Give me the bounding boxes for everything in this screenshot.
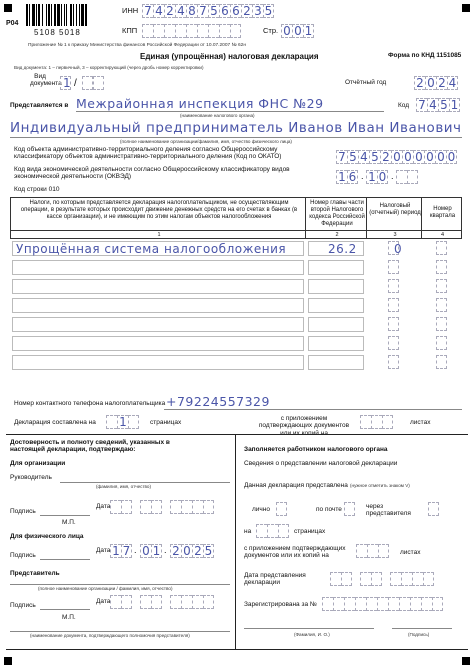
- period-box[interactable]: [388, 355, 399, 369]
- sheets-word: листах: [410, 419, 431, 426]
- digit-box[interactable]: [341, 572, 352, 586]
- tax-name-field[interactable]: [12, 260, 304, 275]
- period-box[interactable]: [388, 279, 399, 293]
- corner-marker: [4, 4, 12, 12]
- digit-box[interactable]: 0: [424, 150, 435, 164]
- digit-box[interactable]: [367, 544, 378, 558]
- right-attach-label: с приложением подтверждающих документов или их копий на: [244, 545, 346, 560]
- date-part[interactable]: [360, 572, 382, 586]
- code-boxes[interactable]: [416, 98, 460, 112]
- digit-box[interactable]: 1: [117, 415, 128, 429]
- reg-label: Зарегистрирована за №: [244, 601, 317, 608]
- quarter-box[interactable]: [436, 317, 447, 331]
- barcode-bar: [66, 4, 67, 26]
- date-part[interactable]: [170, 595, 214, 609]
- digit-box[interactable]: 2: [241, 4, 252, 18]
- digit-box[interactable]: [140, 595, 151, 609]
- digit-box[interactable]: [192, 500, 203, 514]
- period-box[interactable]: [388, 260, 399, 274]
- digit-box[interactable]: [151, 500, 162, 514]
- digit-box[interactable]: 0: [181, 544, 192, 558]
- sign-label: Подпись: [10, 602, 36, 609]
- date-label: Дата: [96, 503, 111, 510]
- digit-box[interactable]: [330, 572, 341, 586]
- rep-checkbox[interactable]: [428, 502, 439, 516]
- digit-box[interactable]: 1: [336, 170, 347, 184]
- quarter-box[interactable]: [436, 241, 447, 255]
- digit-box[interactable]: [175, 24, 186, 38]
- digit-box[interactable]: 0: [413, 150, 424, 164]
- digit-box[interactable]: [151, 595, 162, 609]
- digit-box[interactable]: [192, 595, 203, 609]
- digit-box[interactable]: [360, 415, 371, 429]
- barcode: [26, 4, 106, 26]
- kpp-boxes[interactable]: [142, 24, 241, 38]
- pages-word: страницах: [150, 419, 182, 426]
- mp-label: М.П.: [62, 614, 76, 621]
- digit-box[interactable]: 0: [140, 544, 151, 558]
- doc-type-note: Вид документа: 1 – первичный, 3 – корректирующий (через дробь номер корректировки): [14, 65, 204, 70]
- fio-caption: (фамилия, имя, отчество): [96, 484, 152, 489]
- form-code: P04: [6, 20, 19, 27]
- doc-type-sep: /: [74, 78, 77, 89]
- okved-part1[interactable]: [336, 170, 358, 184]
- digit-box[interactable]: 2: [436, 76, 447, 90]
- barcode-bar: [32, 4, 35, 26]
- quarter-box[interactable]: [436, 336, 447, 350]
- digit-box[interactable]: [421, 597, 432, 611]
- code-label: Код: [398, 102, 410, 109]
- chapter-field[interactable]: [308, 355, 364, 370]
- okved-part2[interactable]: [366, 170, 388, 184]
- digit-box[interactable]: [170, 500, 181, 514]
- year-boxes[interactable]: [414, 76, 458, 90]
- table-header-chapter: Номер главы части второй Налогового кодекса Российской Федерации: [305, 197, 367, 231]
- barcode-bar: [57, 4, 60, 26]
- mark-note: (нужное отметить знаком V): [350, 483, 410, 488]
- date-part[interactable]: [330, 572, 352, 586]
- digit-box[interactable]: [401, 572, 412, 586]
- digit-box[interactable]: [121, 595, 132, 609]
- table-header-quarter: Номер квартала: [421, 197, 462, 231]
- sign-label: Подпись: [10, 552, 36, 559]
- digit-box[interactable]: [344, 597, 355, 611]
- period-box[interactable]: [388, 336, 399, 350]
- tax-row-period[interactable]: 0: [394, 242, 403, 256]
- digit-box[interactable]: 2: [192, 544, 203, 558]
- right-sheets-word: листах: [400, 549, 421, 556]
- barcode-bar: [54, 4, 56, 26]
- digit-box[interactable]: [333, 597, 344, 611]
- digit-box[interactable]: [219, 24, 230, 38]
- appendix-note: Приложение № 1 к приказу Министерства финансов Российской Федерации от 10.07.2007 № 62н: [28, 43, 246, 48]
- barcode-bar: [29, 4, 30, 26]
- digit-box[interactable]: 2: [170, 544, 181, 558]
- col-number: 2: [335, 232, 339, 238]
- date-part[interactable]: [140, 500, 162, 514]
- head-label: Руководитель: [10, 474, 52, 481]
- barcode-bar: [64, 4, 65, 26]
- presented-label: Данная декларация представлена: [244, 482, 348, 489]
- page-boxes[interactable]: [281, 24, 314, 38]
- year-label: Отчётный год: [345, 79, 387, 86]
- line-code-label: Код строки 010: [14, 186, 60, 193]
- digit-box[interactable]: [153, 24, 164, 38]
- right-pages-boxes[interactable]: [256, 524, 289, 538]
- barcode-bar: [38, 4, 40, 26]
- barcode-bar: [51, 4, 52, 26]
- digit-box[interactable]: [432, 597, 443, 611]
- digit-box[interactable]: [170, 595, 181, 609]
- digit-box[interactable]: [388, 597, 399, 611]
- digit-box[interactable]: [203, 500, 214, 514]
- table-header-tax: Налоги, по которым представляется декларация налогоплательщиком, не осуществляющим операции, в результате которых происходит движение денежных средств на его счетах в банках (в кассе организации), и не имеющим по этим налогам объектов налогообложения: [10, 197, 306, 231]
- digit-box[interactable]: 0: [447, 150, 456, 164]
- rep-label: Представитель: [10, 570, 60, 577]
- person-date-year[interactable]: [170, 544, 214, 558]
- digit-box[interactable]: 5: [208, 4, 219, 18]
- digit-box[interactable]: [142, 24, 153, 38]
- digit-box[interactable]: [164, 24, 175, 38]
- tax-name-field[interactable]: [12, 298, 304, 313]
- opt-mail: по почте: [316, 506, 342, 513]
- mail-checkbox[interactable]: [344, 502, 355, 516]
- digit-box[interactable]: 7: [336, 150, 347, 164]
- quarter-box[interactable]: [436, 279, 447, 293]
- digit-box[interactable]: 1: [450, 98, 459, 112]
- digit-box[interactable]: [197, 24, 208, 38]
- barcode-bar: [42, 4, 43, 26]
- digit-box[interactable]: 7: [197, 4, 208, 18]
- rep-caption: (полное наименование организации / фамилия, имя, отчество): [38, 586, 173, 591]
- digit-box[interactable]: [278, 524, 289, 538]
- digit-box[interactable]: [360, 572, 371, 586]
- digit-box[interactable]: 4: [175, 4, 186, 18]
- doc-type-label: Вид документа: [30, 73, 62, 88]
- tax-name-field[interactable]: [12, 355, 304, 370]
- digit-box[interactable]: [371, 572, 382, 586]
- digit-box[interactable]: [181, 500, 192, 514]
- digit-box[interactable]: 2: [414, 76, 425, 90]
- digit-box[interactable]: [322, 597, 333, 611]
- digit-box[interactable]: 1: [366, 170, 377, 184]
- digit-box[interactable]: 5: [347, 150, 358, 164]
- table-header-period: Налоговый (отчетный) период: [366, 197, 422, 231]
- digit-box[interactable]: [208, 24, 219, 38]
- corner-marker: [4, 657, 12, 665]
- digit-box[interactable]: 0: [391, 150, 402, 164]
- digit-box[interactable]: 0: [292, 24, 303, 38]
- digit-box[interactable]: [356, 544, 367, 558]
- digit-box[interactable]: 6: [348, 170, 357, 184]
- digit-box[interactable]: 4: [427, 98, 438, 112]
- sheets-boxes[interactable]: [360, 415, 393, 429]
- barcode-bar: [36, 4, 37, 26]
- digit-box[interactable]: [382, 415, 393, 429]
- chapter-field[interactable]: [308, 317, 364, 332]
- pages-boxes[interactable]: [106, 415, 139, 429]
- digit-box[interactable]: 6: [219, 4, 230, 18]
- tax-name-field[interactable]: [12, 317, 304, 332]
- date-part[interactable]: [140, 595, 162, 609]
- confirm-title: Достоверность и полноту сведений, указанных в настоящей декларации, подтверждаю:: [10, 439, 170, 454]
- chapter-field[interactable]: [308, 260, 364, 275]
- digit-box[interactable]: [410, 597, 421, 611]
- digit-box[interactable]: 4: [153, 4, 164, 18]
- kpp-label: КПП: [122, 26, 138, 35]
- opt-personal: лично: [252, 506, 271, 513]
- corner-marker: [462, 657, 470, 665]
- date-label: Дата: [96, 547, 111, 554]
- digit-box[interactable]: [371, 415, 382, 429]
- pages-label: Декларация составлена на: [14, 419, 96, 426]
- digit-box[interactable]: [140, 500, 151, 514]
- barcode-number: 5108 5018: [34, 28, 81, 37]
- attach-label: с приложением подтверждающих документов или их копий на: [258, 415, 350, 437]
- digit-box[interactable]: 0: [281, 24, 292, 38]
- correction-box[interactable]: [93, 76, 104, 90]
- form-title: Единая (упрощённая) налоговая декларация: [140, 52, 319, 61]
- digit-box[interactable]: [355, 597, 366, 611]
- digit-box[interactable]: 2: [164, 4, 175, 18]
- barcode-bar: [46, 4, 47, 26]
- barcode-bar: [81, 4, 84, 26]
- digit-box[interactable]: 5: [369, 150, 380, 164]
- chapter-field[interactable]: [308, 279, 364, 294]
- okved-part3[interactable]: [396, 170, 418, 184]
- okato-boxes[interactable]: [336, 150, 457, 164]
- digit-box[interactable]: [186, 24, 197, 38]
- digit-box[interactable]: [390, 572, 401, 586]
- info-label: Сведения о представлении налоговой декларации: [244, 460, 398, 467]
- tax-office-value[interactable]: Межрайонная инспекция ФНС №29: [76, 96, 324, 111]
- digit-box[interactable]: 0: [425, 76, 436, 90]
- personal-checkbox[interactable]: [276, 502, 287, 516]
- tax-row-name[interactable]: Упрощённая система налогообложения: [16, 242, 287, 256]
- corner-marker: [462, 4, 470, 12]
- digit-box[interactable]: [366, 597, 377, 611]
- mp-label: М.П.: [62, 519, 76, 526]
- period-box[interactable]: [388, 317, 399, 331]
- quarter-box[interactable]: [436, 260, 447, 274]
- doc-type-box[interactable]: 1: [60, 76, 71, 90]
- digit-box[interactable]: 3: [252, 4, 263, 18]
- barcode-bar: [73, 4, 74, 26]
- right-title: Заполняется работником налогового органа: [244, 446, 388, 453]
- okato-label: Код объекта административно-территориального деления согласно Общероссийскому классификатору объектов административно-территориального деления (Код по ОКАТО): [14, 146, 282, 161]
- col-number: 1: [157, 232, 161, 238]
- digit-box[interactable]: [267, 524, 278, 538]
- digit-box[interactable]: 5: [264, 4, 273, 18]
- barcode-bar: [70, 4, 72, 26]
- barcode-bar: [61, 4, 62, 26]
- col-number: 3: [393, 232, 397, 238]
- digit-box[interactable]: [378, 544, 389, 558]
- form-knd: Форма по КНД 1151085: [388, 52, 462, 59]
- date-part[interactable]: [110, 595, 132, 609]
- digit-box[interactable]: [128, 415, 139, 429]
- digit-box[interactable]: [412, 572, 423, 586]
- correction-box[interactable]: [82, 76, 93, 90]
- digit-box[interactable]: 5: [204, 544, 213, 558]
- date-pres-label: Дата представления декларации: [244, 572, 306, 587]
- digit-box[interactable]: [203, 595, 214, 609]
- taxpayer-name[interactable]: Индивидуальный предприниматель Иванов Иван Иванович: [10, 120, 462, 136]
- col-number: 4: [440, 232, 445, 238]
- digit-box[interactable]: 0: [402, 150, 413, 164]
- date-part[interactable]: [110, 500, 132, 514]
- digit-box[interactable]: 1: [110, 544, 121, 558]
- taxpayer-caption: (полное наименование организации/фамилия, имя, отчество физического лица): [120, 139, 292, 144]
- on-label: на: [244, 528, 252, 535]
- phone-label: Номер контактного телефона налогоплательщика: [14, 400, 166, 407]
- digit-box[interactable]: [230, 24, 241, 38]
- tax-office-caption: (наименование налогового органа): [180, 113, 255, 118]
- date-part[interactable]: [390, 572, 434, 586]
- right-fio-caption: (Фамилия, И. О.): [294, 632, 330, 637]
- person-title: Для физического лица: [10, 533, 84, 540]
- barcode-bar: [79, 4, 80, 26]
- inn-label: ИНН: [122, 6, 139, 15]
- digit-box[interactable]: [423, 572, 434, 586]
- digit-box[interactable]: 4: [448, 76, 457, 90]
- digit-box[interactable]: 7: [416, 98, 427, 112]
- inn-boxes[interactable]: [142, 4, 274, 18]
- period-box[interactable]: [388, 298, 399, 312]
- tax-name-field[interactable]: [12, 279, 304, 294]
- digit-box[interactable]: [399, 597, 410, 611]
- org-title: Для организации: [10, 460, 66, 467]
- digit-box[interactable]: [106, 415, 117, 429]
- barcode-bar: [85, 4, 87, 26]
- okved-label: Код вида экономической деятельности согласно Общероссийскому классификатору видов экономической деятельности (ОКВЭД): [14, 166, 290, 181]
- opt-rep: через представителя: [366, 503, 411, 518]
- digit-box[interactable]: [110, 595, 121, 609]
- page-label: Стр.: [263, 26, 279, 35]
- right-sheets-boxes[interactable]: [356, 544, 389, 558]
- date-label: Дата: [96, 598, 111, 605]
- digit-box[interactable]: [181, 595, 192, 609]
- tax-name-field[interactable]: [12, 336, 304, 351]
- person-date-day[interactable]: [110, 544, 132, 558]
- sign-label: Подпись: [10, 508, 36, 515]
- phone-value[interactable]: +79224557329: [166, 394, 270, 409]
- barcode-bar: [76, 4, 77, 26]
- digit-box[interactable]: 2: [380, 150, 391, 164]
- right-sign-caption: (Подпись): [408, 632, 430, 637]
- chapter-field[interactable]: [308, 336, 364, 351]
- digit-box[interactable]: [256, 524, 267, 538]
- digit-box[interactable]: 7: [142, 4, 153, 18]
- digit-box[interactable]: 1: [304, 24, 313, 38]
- right-pages-word: страницах: [294, 528, 326, 535]
- quarter-box[interactable]: [436, 298, 447, 312]
- person-date-month[interactable]: [140, 544, 162, 558]
- submitted-label: Представляется в: [10, 102, 69, 109]
- barcode-bar: [48, 4, 50, 26]
- reg-number-boxes[interactable]: [322, 597, 443, 611]
- digit-box[interactable]: 0: [435, 150, 446, 164]
- doc-caption: (наименование документа, подтверждающего полномочия представителя): [30, 633, 190, 638]
- digit-box[interactable]: [407, 170, 418, 184]
- digit-box[interactable]: 1: [152, 544, 161, 558]
- quarter-box[interactable]: [436, 355, 447, 369]
- digit-box[interactable]: [110, 500, 121, 514]
- date-part[interactable]: [170, 500, 214, 514]
- digit-box[interactable]: 4: [358, 150, 369, 164]
- digit-box[interactable]: 7: [122, 544, 131, 558]
- digit-box[interactable]: 6: [230, 4, 241, 18]
- digit-box[interactable]: 0: [378, 170, 387, 184]
- digit-box[interactable]: 8: [186, 4, 197, 18]
- tax-row-chapter[interactable]: 26.2: [328, 242, 357, 256]
- chapter-field[interactable]: [308, 298, 364, 313]
- digit-box[interactable]: [396, 170, 407, 184]
- barcode-bar: [26, 4, 28, 26]
- digit-box[interactable]: [121, 500, 132, 514]
- digit-box[interactable]: 5: [438, 98, 449, 112]
- digit-box[interactable]: [377, 597, 388, 611]
